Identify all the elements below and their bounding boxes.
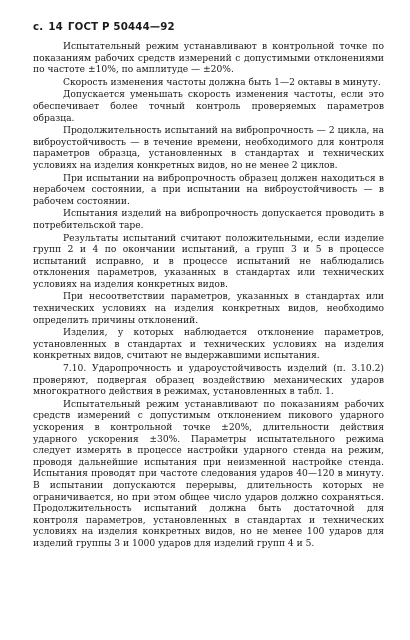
paragraph-packaging: Испытания изделий на вибропрочность допускается проводить в потребительской таре.: [33, 209, 384, 231]
paragraph-results: Результаты испытаний считают положительными, если изделие групп 2 и 4 по окончании испытаний, а групп 3 и 5 в процессе испытаний исправно, и в процессе испытаний не наблюдались отклонения параметров, указанных в стандартах или технических условиях на изделия конкретных видов.: [33, 233, 384, 290]
page-prefix: с.: [33, 22, 44, 33]
paragraph-section-7-10: 7.10. Ударопрочность и удароустойчивость изделий (п. 3.10.2) проверяют, подвергая образец воздействию механических ударов многократного действия в режимах, установленных в табл. 1.: [33, 364, 384, 398]
paragraph-shock-mode: Испытательный режим устанавливают по показаниям рабочих средств измерений с допустимым отклонением пикового ударного ускорения в контрольной точке ±20%, длительности действия ударного ускорения ±30%. Параметры испытательного режима следует измерять в процессе настройки ударного стенда на режим, проводя дальнейшие испытания при неизменной настройке стенда. Испытания проводят при частоте следования ударов 40—120 в минуту. В испытании допускаются перерывы, длительность которых не ограничивается, но при этом общее число ударов должно сохраняться. Продолжительность испытаний должна быть достаточной для контроля параметров, установленных в стандартах и технических условиях на изделия конкретных видов, но не менее 100 ударов для изделий группы 3 и 1000 ударов для изделий групп 4 и 5.: [33, 399, 384, 549]
paragraph-nonconformity: При несоответствии параметров, указанных в стандартах или технических условиях на изделия конкретных видов, необходимо определить причины отклонений.: [33, 292, 384, 326]
document-body: [33, 42, 384, 551]
paragraph-duration: Продолжительность испытаний на вибропрочность — 2 цикла, на виброустойчивость — в течение времени, необходимого для контроля параметров образца, установленных в стандартах и технических условиях на изделия конкретных видов, но не менее 2 циклов.: [33, 126, 384, 171]
paragraph-sample-state: При испытании на вибропрочность образец должен находиться в нерабочем состоянии, а при испытании на виброустойчивость — в рабочем состоянии.: [33, 173, 384, 207]
paragraph-reduce-rate: Допускается уменьшать скорость изменения частоты, если это обеспечивает более точный контроль проверяемых параметров образца.: [33, 90, 384, 124]
standard-code: ГОСТ Р 50444—92: [67, 22, 175, 33]
page-header: [33, 22, 384, 36]
paragraph-frequency-rate: Скорость изменения частоты должна быть 1—2 октавы в минуту.: [63, 77, 381, 88]
paragraph-failed-items: Изделия, у которых наблюдается отклонение параметров, установленных в стандартах и технических условиях на изделия конкретных видов, считают не выдержавшими испытания.: [33, 328, 384, 362]
page-number: 14: [48, 22, 63, 33]
paragraph-test-mode: Испытательный режим устанавливают в контрольной точке по показаниям рабочих средств измерений с допустимыми отклонениями по частоте ±10%, по амплитуде — ±20%.: [33, 42, 384, 76]
